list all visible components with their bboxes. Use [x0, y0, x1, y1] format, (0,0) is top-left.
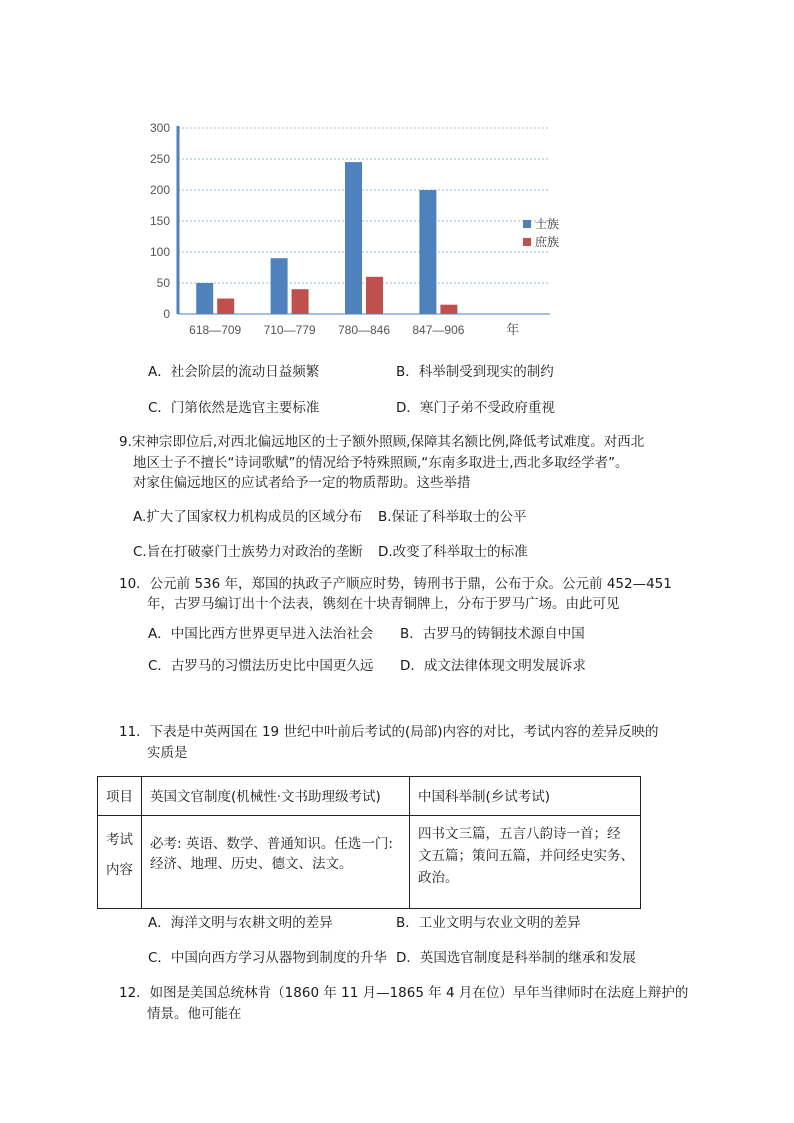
table-uk-content-1: 必考: 英语、数学、普通知识。任选一门:	[150, 836, 393, 852]
bar-shizu	[419, 190, 436, 314]
q10-stem-line-2: 年，古罗马编订出十个法表，镌刻在十块青铜牌上，分布于罗马广场。由此可见	[147, 596, 620, 612]
q11-stem-line-1: 11．下表是中英两国在 19 世纪中叶前后考试的(局部)内容的对比，考试内容的差异反映的	[119, 724, 659, 740]
y-axis-ticks	[150, 121, 170, 321]
table-header-item: 项目	[106, 789, 133, 805]
legend-swatch	[523, 220, 531, 228]
q8-option-c: C．门第依然是选官主要标准	[148, 400, 320, 416]
bar-shizu	[196, 283, 213, 314]
q11-stem-line-2: 实质是	[147, 745, 188, 761]
table-uk-content-2: 经济、地理、历史、德文、法文。	[150, 856, 353, 872]
q9-stem-line-1: 9.宋神宗即位后,对西北偏远地区的士子额外照顾,保障其名额比例,降低考试难度。对西北	[119, 434, 645, 450]
table-header-cn: 中国科举制(乡试考试)	[418, 789, 551, 805]
y-tick-label: 0	[163, 307, 170, 321]
x-tick-label: 710—779	[263, 323, 316, 337]
q11-option-b: B．工业文明与农业文明的差异	[396, 915, 581, 931]
q12-stem-line-1: 12．如图是美国总统林肯（1860 年 11 月—1865 年 4 月在位）早年当律师时在法庭上辩护的	[119, 985, 689, 1001]
x-tick-label: 847—906	[412, 323, 465, 337]
legend-label: 士族	[535, 217, 560, 231]
q10-stem-line-1: 10．公元前 536 年，郑国的执政子产顺应时势，铸刑书于鼎，公布于众。公元前 452—451	[119, 576, 672, 592]
chart-legend	[523, 217, 559, 249]
q11-option-c: C．中国向西方学习从器物到制度的升华	[148, 950, 387, 966]
y-tick-label: 150	[149, 214, 170, 228]
q10-option-d: D．成文法律体现文明发展诉求	[400, 658, 586, 674]
table-row-label-1: 考试	[106, 832, 133, 848]
q11-option-d: D．英国选官制度是科举制的继承和发展	[396, 950, 636, 966]
q9-stem-line-3: 对家住偏远地区的应试者给予一定的物质帮助。这些举措	[133, 475, 471, 491]
bar-shuzu	[217, 299, 234, 315]
q9-stem-line-2: 地区士子不擅长“诗词歌赋”的情况给予特殊照顾,“东南多取进士,西北多取经学者”。	[133, 455, 629, 471]
q10-option-a: A．中国比西方世界更早进入法治社会	[148, 626, 374, 642]
table-cn-content-1: 四书文三篇，五言八韵诗一首；经	[418, 826, 621, 842]
q8-option-a: A．社会阶层的流动日益频繁	[148, 364, 320, 380]
q8-option-d: D．寒门子弟不受政府重视	[396, 400, 555, 416]
q10-option-b: B．古罗马的铸铜技术源自中国	[400, 626, 585, 642]
y-tick-label: 300	[149, 121, 170, 135]
y-tick-label: 200	[149, 183, 170, 197]
bar-shuzu	[292, 289, 309, 314]
x-tick-label: 780—846	[337, 323, 391, 337]
table-row-label-2: 内容	[106, 862, 133, 878]
y-tick-label: 250	[149, 152, 170, 166]
bar-chart	[140, 118, 570, 348]
table-header-row	[98, 777, 641, 816]
y-tick-label: 100	[149, 245, 170, 259]
y-tick-label: 50	[156, 276, 170, 290]
chart-bars	[196, 162, 457, 314]
bar-shizu	[345, 162, 362, 314]
x-tick-label: 618—709	[189, 323, 242, 337]
chart-grid	[178, 128, 550, 283]
q11-option-a: A．海洋文明与农耕文明的差异	[148, 915, 333, 931]
table-cn-content-3: 政治。	[418, 870, 459, 886]
q12-stem-line-2: 情景。他可能在	[147, 1006, 242, 1022]
table-row	[98, 816, 641, 909]
legend-swatch	[523, 238, 531, 246]
q9-option-a: A.扩大了国家权力机构成员的区域分布	[133, 509, 363, 525]
legend-label: 庶族	[535, 235, 560, 249]
q9-option-d: D.改变了科举取士的标准	[378, 544, 528, 560]
q9-option-c: C.旨在打破豪门士族势力对政治的垄断	[133, 544, 363, 560]
x-axis-ticks	[189, 323, 465, 337]
table-cn-content-2: 文五篇；策问五篇，并问经史实务、	[418, 848, 634, 864]
x-axis-end-label: 年	[506, 323, 520, 338]
q8-option-b: B．科举制受到现实的制约	[396, 364, 554, 380]
table-header-uk: 英国文官制度(机械性·文书助理级考试)	[150, 789, 381, 805]
q10-option-c: C．古罗马的习惯法历史比中国更久远	[148, 658, 374, 674]
comparison-table	[97, 776, 641, 909]
bar-shizu	[271, 258, 288, 314]
q9-option-b: B.保证了科举取士的公平	[378, 509, 527, 525]
bar-shuzu	[440, 305, 457, 314]
bar-shuzu	[366, 277, 383, 314]
